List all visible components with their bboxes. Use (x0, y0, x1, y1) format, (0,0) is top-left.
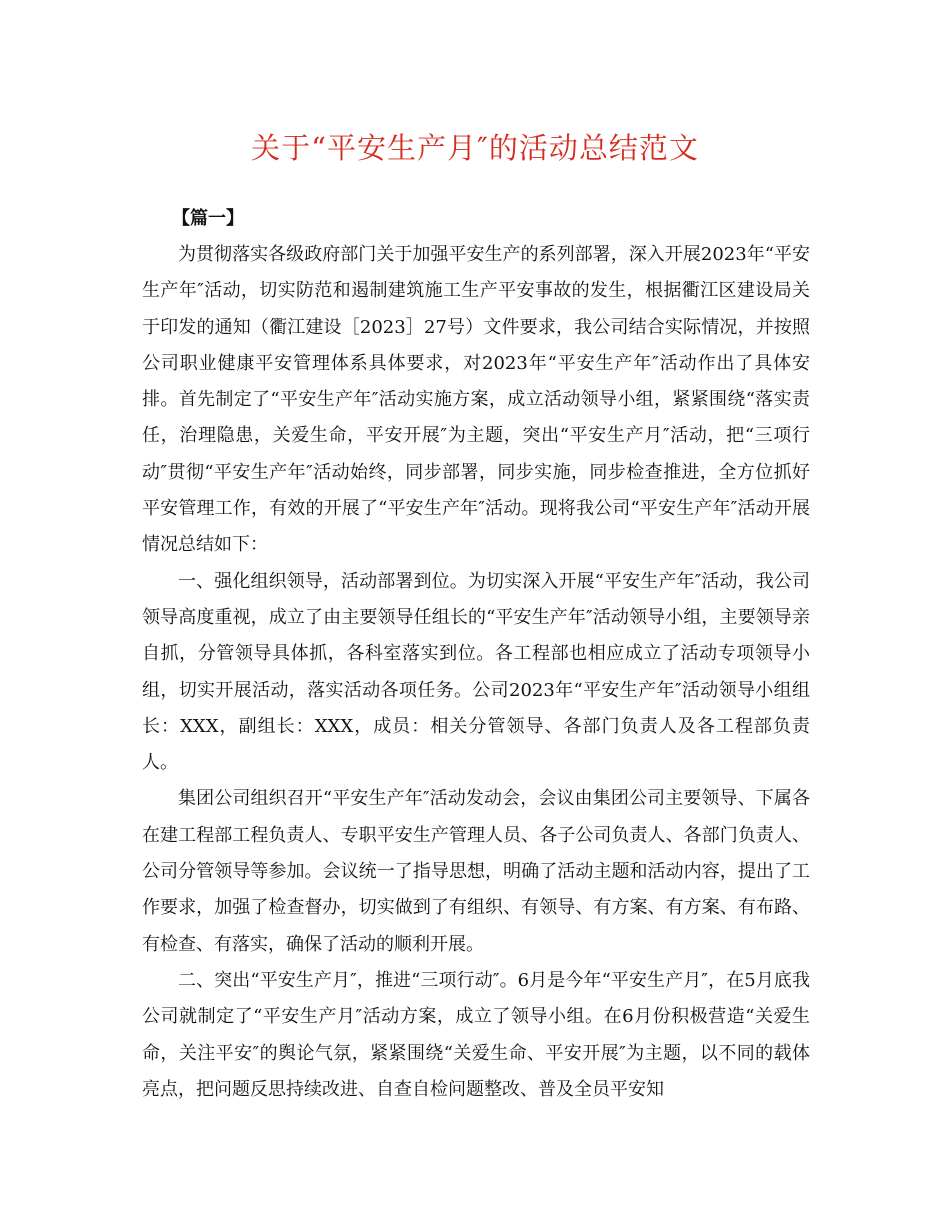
paragraph-organization: 一、强化组织领导，活动部署到位。为切实深入开展“平安生产年″活动，我公司领导高度重视，成立了由主要领导任组长的“平安生产年″活动领导小组，主要领导亲自抓，分管领导具体抓，各科室落实到位。各工程部也相应成立了活动专项领导小组，切实开展活动，落实活动各项任务。公司2023年“平安生产年″活动领导小组组长：XXX，副组长：XXX，成员：相关分管领导、各部门负责人及各工程部负责人。 (142, 570, 810, 774)
paragraph-meeting: 集团公司组织召开“平安生产年″活动发动会，会议由集团公司主要领导、下属各在建工程部工程负责人、专职平安生产管理人员、各子公司负责人、各部门负责人、公司分管领导等参加。会议统一了指导思想，明确了活动主题和活动内容，提出了工作要求，加强了检查督办，切实做到了有组织、有领导、有方案、有方案、有布路、有检查、有落实，确保了活动的顺利开展。 (142, 788, 810, 955)
paragraph-intro: 为贯彻落实各级政府部门关于加强平安生产的系列部署，深入开展2023年“平安生产年″活动，切实防范和遏制建筑施工生产平安事故的发生，根据衢江区建设局关于印发的通知（衢江建设［2023］27号）文件要求，我公司结合实际情况，并按照公司职业健康平安管理体系具体要求，对2023年“平安生产年″活动作出了具体安排。首先制定了“平安生产年″活动实施方案，成立活动领导小组，紧紧围绕“落实责任，治理隐患，关爱生命，平安开展″为主题，突出“平安生产月″活动，把“三项行动″贯彻“平安生产年″活动始终，同步部署，同步实施，同步检查推进，全方位抓好平安管理工作，有效的开展了“平安生产年″活动。现将我公司“平安生产年″活动开展情况总结如下： (142, 244, 810, 556)
section-label: 【篇一】 (172, 208, 244, 229)
document-body (142, 201, 810, 1108)
document-title: 关于“平安生产月″的活动总结范文 (251, 131, 699, 165)
paragraph-safety-month: 二、突出“平安生产月″，推进“三项行动″。6月是今年“平安生产月″，在5月底我公司就制定了“平安生产月″活动方案，成立了领导小组。在6月份积极营造“关爱生命，关注平安″的舆论气氛，紧紧围绕“关爱生命、平安开展″为主题，以不同的载体亮点，把问题反思持续改进、自查自检问题整改、普及全员平安知 (142, 969, 810, 1100)
